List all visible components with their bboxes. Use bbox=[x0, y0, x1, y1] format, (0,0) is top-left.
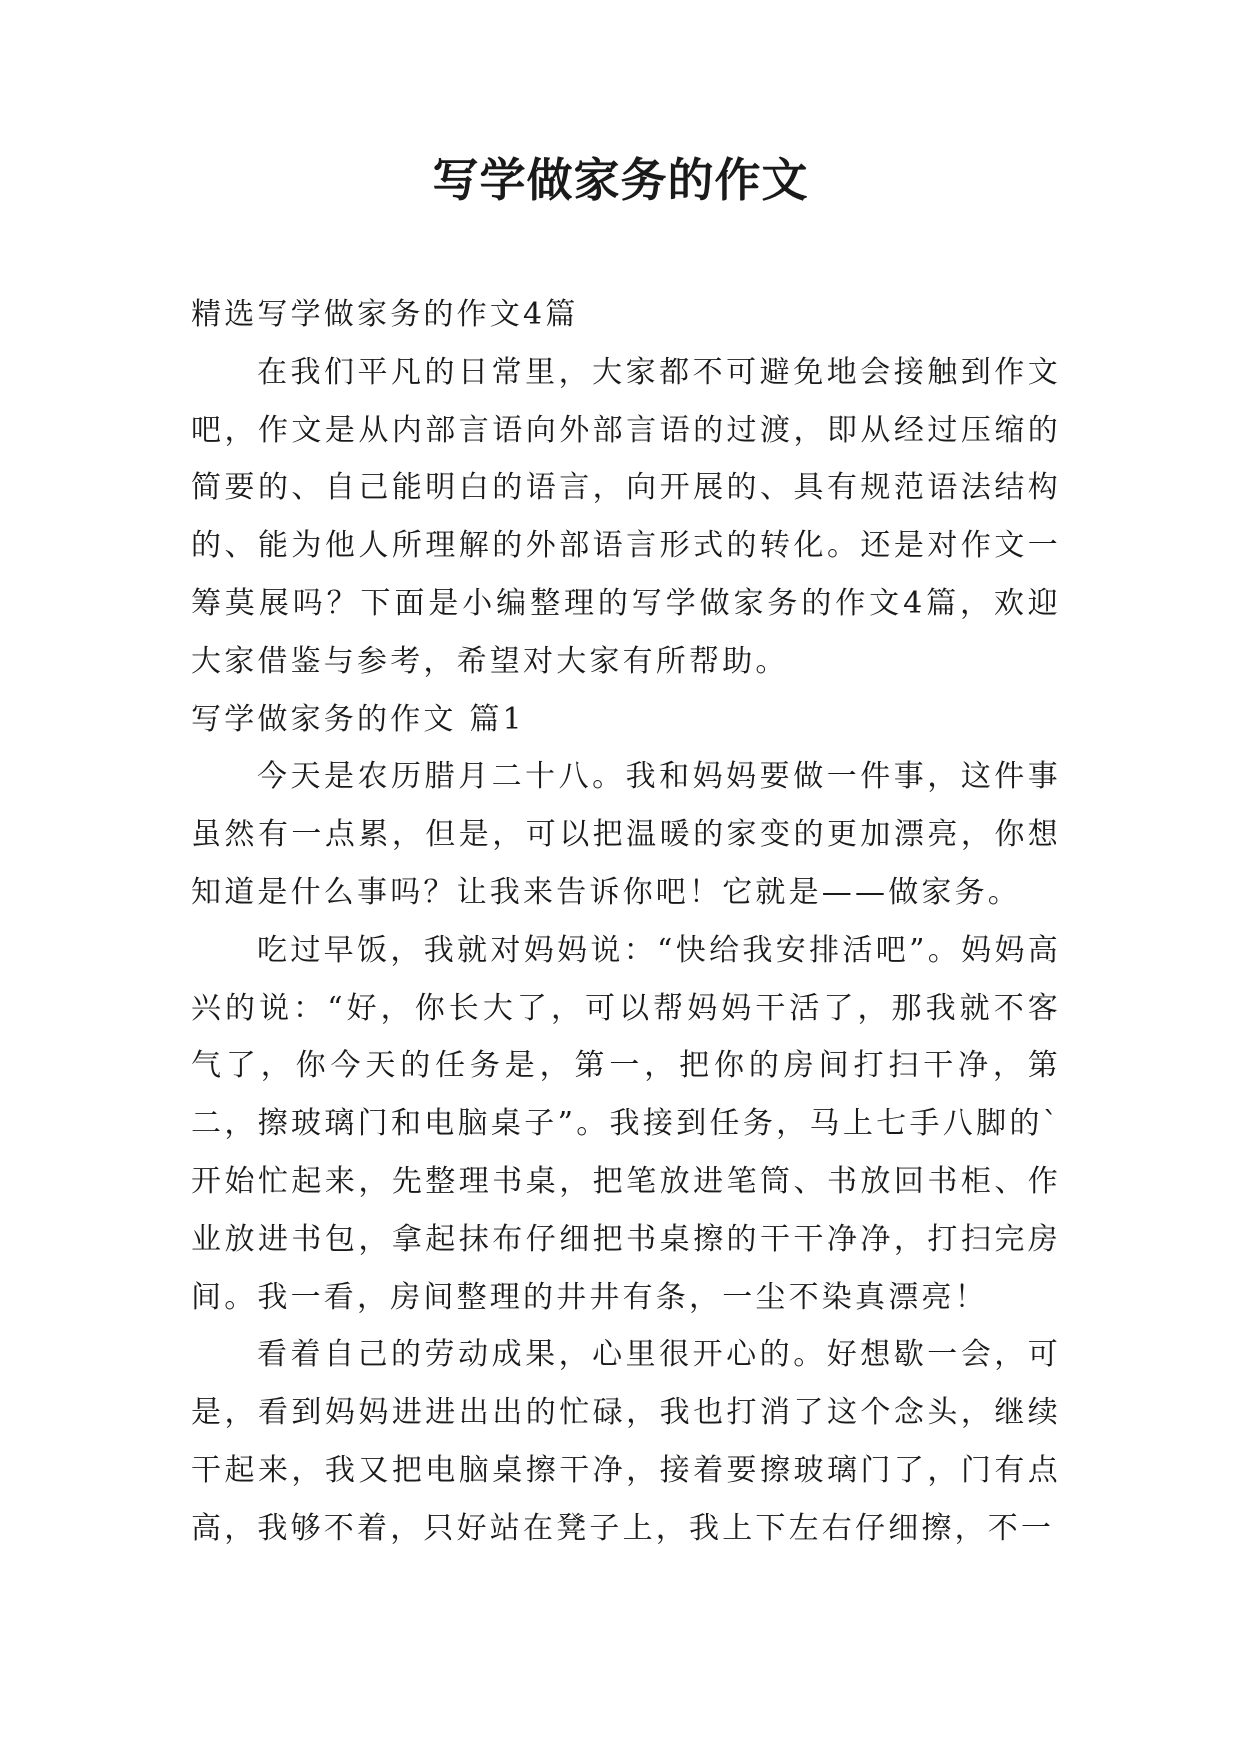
document-title: 写学做家务的作文 bbox=[432, 153, 809, 207]
section-1-paragraph-1: 今天是农历腊月二十八。我和妈妈要做一件事，这件事虽然有一点累，但是，可以把温暖的家变的更加漂亮，你想知道是什么事吗？让我来告诉你吧！它就是——做家务。 bbox=[191, 759, 1061, 910]
document-body bbox=[191, 286, 1061, 1558]
intro-paragraph: 在我们平凡的日常里，大家都不可避免地会接触到作文吧，作文是从内部言语向外部言语的过渡，即从经过压缩的简要的、自己能明白的语言，向开展的、具有规范语法结构的、能为他人所理解的外部语言形式的转化。还是对作文一筹莫展吗？下面是小编整理的写学做家务的作文4篇，欢迎大家借鉴与参考，希望对大家有所帮助。 bbox=[191, 354, 1061, 679]
section-1-paragraph-3: 看着自己的劳动成果，心里很开心的。好想歇一会，可是，看到妈妈进进出出的忙碌，我也打消了这个念头，继续干起来，我又把电脑桌擦干净，接着要擦玻璃门了，门有点高，我够不着，只好站在凳子上，我上下左右仔细擦，不一 bbox=[191, 1337, 1061, 1546]
section-1-heading: 写学做家务的作文 篇1 bbox=[191, 701, 525, 737]
intro-heading: 精选写学做家务的作文4篇 bbox=[191, 297, 579, 332]
section-1-paragraph-2: 吃过早饭，我就对妈妈说：“快给我安排活吧”。妈妈高兴的说：“好，你长大了，可以帮妈妈干活了，那我就不客气了，你今天的任务是，第一，把你的房间打扫干净，第二，擦玻璃门和电脑桌子”。我接到任务，马上七手八脚的`开始忙起来，先整理书桌，把笔放进笔筒、书放回书柜、作业放进书包，拿起抹布仔细把书桌擦的干干净净，打扫完房间。我一看，房间整理的井井有条，一尘不染真漂亮！ bbox=[191, 932, 1061, 1315]
